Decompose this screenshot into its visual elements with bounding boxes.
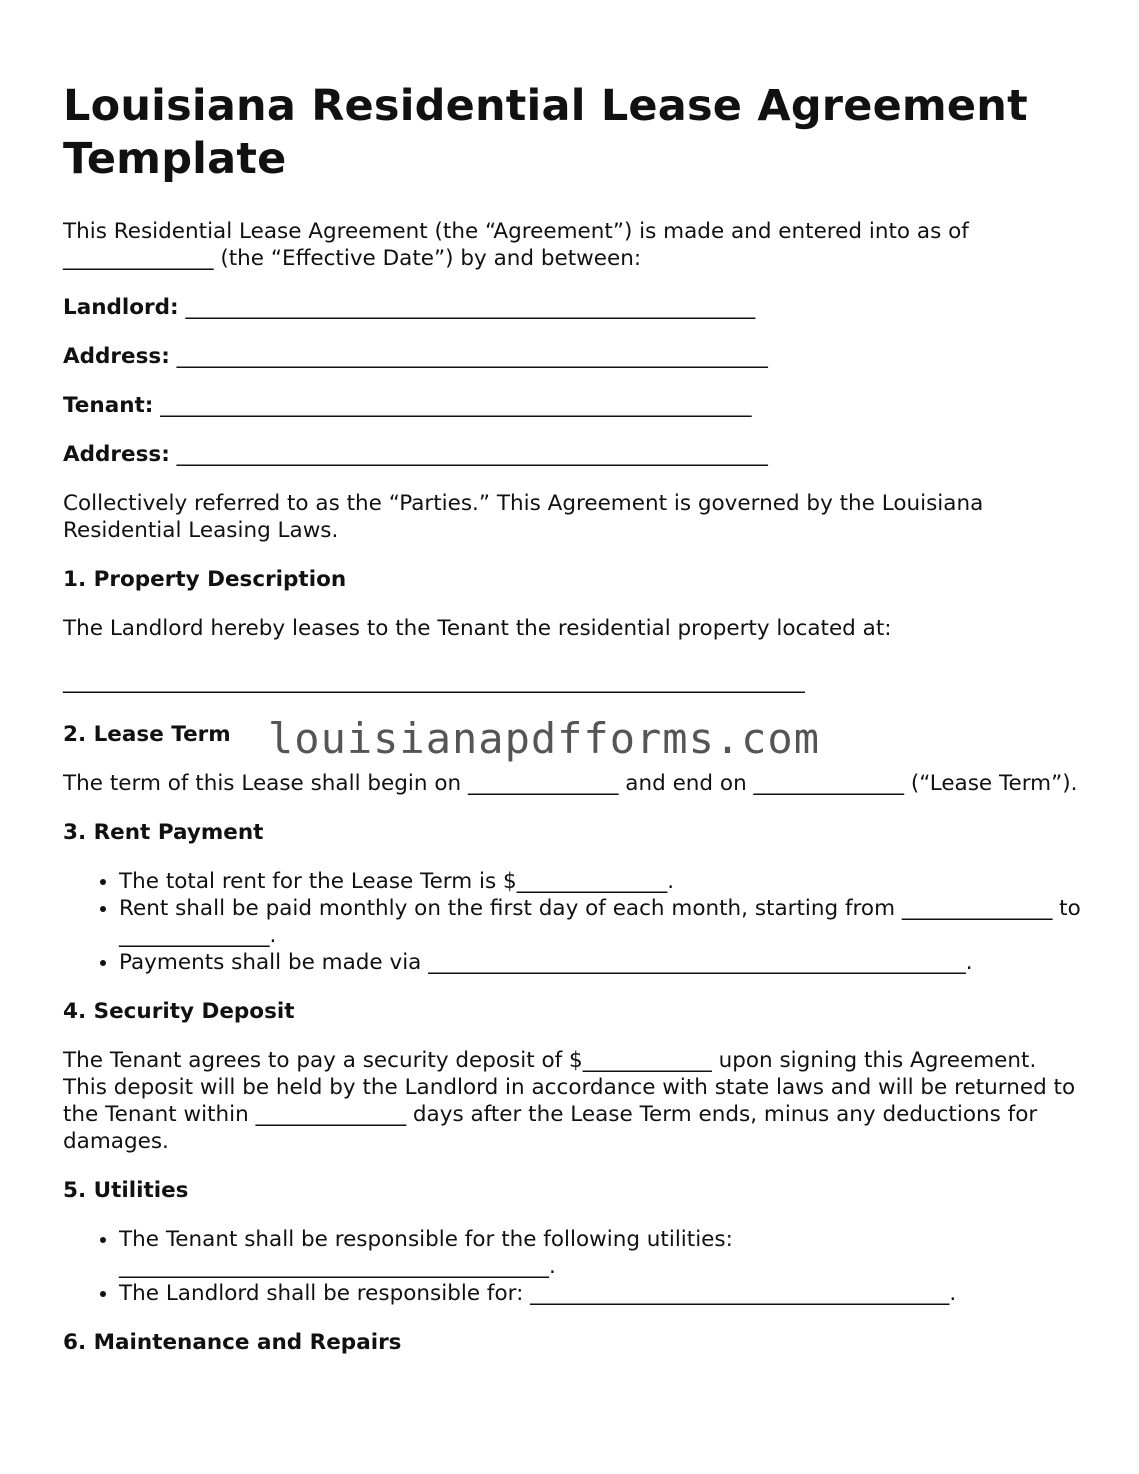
tenant-address-blank: _______________________________________________________: [176, 442, 768, 467]
list-item: • The total rent for the Lease Term is $______________.: [119, 868, 1083, 895]
tenant-address-line: [63, 441, 1083, 468]
list-item: • The Tenant shall be responsible for the following utilities: ________________________________________.: [119, 1226, 1083, 1280]
list-item: • Rent shall be paid monthly on the first day of each month, starting from ______________ to ______________.: [119, 895, 1083, 949]
section-heading-lease-term: 2. Lease Term: [63, 722, 231, 747]
landlord-address-label: Address:: [63, 344, 170, 369]
collective-paragraph: Collectively referred to as the “Parties.” This Agreement is governed by the Louisiana Residential Leasing Laws.: [63, 491, 984, 543]
list-item: • Payments shall be made via __________________________________________________.: [119, 949, 1083, 976]
landlord-label: Landlord:: [63, 295, 179, 320]
lease-term-text: The term of this Lease shall begin on ______________ and end on ______________ (“Lease Term”).: [63, 771, 1078, 796]
tenant-label: Tenant:: [63, 393, 154, 418]
property-address-blank: _____________________________________________________________________: [63, 669, 805, 694]
page-title: Louisiana Residential Lease Agreement Template: [63, 81, 1028, 184]
property-text: The Landlord hereby leases to the Tenant the residential property located at:: [63, 616, 892, 641]
landlord-blank: _____________________________________________________: [185, 295, 756, 320]
section-heading-security-deposit: 4. Security Deposit: [63, 999, 295, 1024]
security-deposit-text: The Tenant agrees to pay a security deposit of $____________ upon signing this Agreement. This deposit will be held by the Landlord in accordance with state laws and will be returned to the Tenant within ______________ days after the Lease Term ends, minus any deductions for damages.: [63, 1048, 1076, 1154]
tenant-blank: _______________________________________________________: [160, 393, 752, 418]
landlord-address-line: [63, 343, 1083, 370]
landlord-line: [63, 294, 1083, 321]
list-item: • The Landlord shall be responsible for: _______________________________________.: [119, 1280, 1083, 1307]
watermark: louisianapdfforms.com: [268, 714, 821, 763]
landlord-address-blank: _______________________________________________________: [176, 344, 768, 369]
section-heading-utilities: 5. Utilities: [63, 1178, 189, 1203]
section-heading-property: 1. Property Description: [63, 567, 347, 592]
tenant-address-label: Address:: [63, 442, 170, 467]
section-heading-maintenance: 6. Maintenance and Repairs: [63, 1330, 402, 1355]
section-heading-rent: 3. Rent Payment: [63, 820, 264, 845]
utilities-list: [63, 1226, 1083, 1307]
tenant-line: [63, 392, 1083, 419]
intro-paragraph: This Residential Lease Agreement (the “Agreement”) is made and entered into as of ______________ (the “Effective Date”) by and between:: [63, 219, 969, 271]
rent-list: [63, 868, 1083, 976]
